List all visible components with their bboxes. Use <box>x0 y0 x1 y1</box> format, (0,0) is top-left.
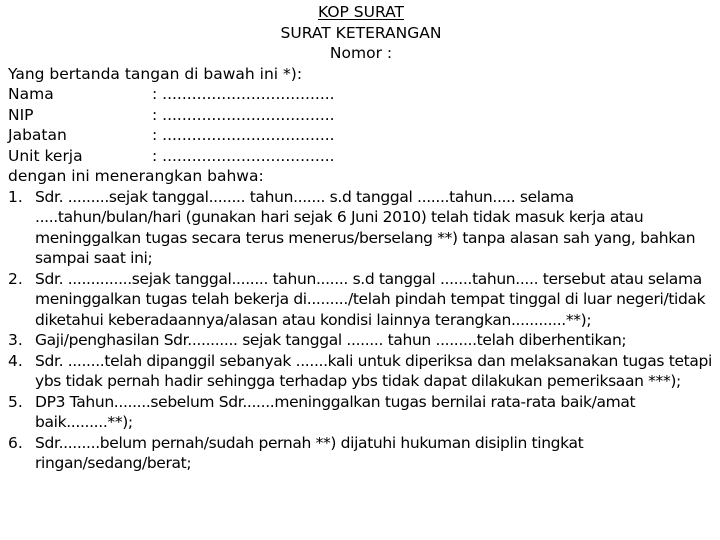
field-jabatan <box>8 125 714 146</box>
field-label: NIP <box>8 105 34 124</box>
list-item <box>8 351 714 392</box>
list-item-number: 5. <box>8 392 23 411</box>
list-item-text: Sdr.........belum pernah/sudah pernah **) dijatuhi hukuman disiplin tingkat ringan/sedang/berat; <box>35 433 584 472</box>
list-item <box>8 269 714 331</box>
list-item <box>8 330 714 351</box>
kop-surat-heading: KOP SURAT <box>318 3 404 21</box>
list-item-text: Sdr. .........sejak tanggal........ tahun....... s.d tanggal .......tahun..... selama .....tahun/bulan/hari (gunakan hari sejak 6 Juni 2010) telah tidak masuk kerja atau meninggalkan tugas secara terus menerus/berselang **) tanpa alasan sah yang, bahkan sampai saat ini; <box>35 187 696 267</box>
list-item-number: 1. <box>8 187 23 206</box>
list-item <box>8 433 714 474</box>
list-item-number: 3. <box>8 331 23 349</box>
list-item-text: Sdr. ........telah dipanggil sebanyak .......kali untuk diperiksa dan melaksanakan tugas tetapi ybs tidak pernah hadir sehingga terhadap ybs tidak dapat dilakukan pemeriksaan ***); <box>35 351 712 390</box>
letter-title: SURAT KETERANGAN <box>280 23 442 42</box>
list-item-text: Gaji/penghasilan Sdr........... sejak tanggal ........ tahun .........telah diberhentikan; <box>35 331 627 349</box>
list-item <box>8 187 714 269</box>
field-unit-kerja <box>8 146 714 167</box>
list-item-text: Sdr. ..............sejak tanggal........ tahun....... s.d tanggal .......tahun..... tersebut atau selama meninggalkan tugas telah bekerja di........./telah pindah tempat tinggal di luar negeri/tidak diketahui keberadaannya/alasan atau kondisi lainnya terangkan............**); <box>35 269 706 329</box>
field-value: : ................................... <box>152 146 335 165</box>
list-item-text: DP3 Tahun........sebelum Sdr.......meninggalkan tugas bernilai rata-rata baik/amat baik.........**); <box>35 392 636 431</box>
field-label: Nama <box>8 85 54 103</box>
field-value: : ................................... <box>152 126 335 144</box>
field-nama <box>8 84 714 105</box>
list-item-number: 2. <box>8 269 23 288</box>
field-label: Unit kerja <box>8 146 83 165</box>
letter-number: Nomor : <box>329 44 393 62</box>
field-nip <box>8 105 714 126</box>
list-item <box>8 392 714 433</box>
statement-text: dengan ini menerangkan bahwa: <box>8 167 264 185</box>
letter-document <box>8 2 714 474</box>
statement-list <box>8 187 714 474</box>
field-label: Jabatan <box>8 126 67 144</box>
field-value: : ................................... <box>152 85 335 103</box>
intro-text: Yang bertanda tangan di bawah ini *): <box>8 64 303 83</box>
list-item-number: 4. <box>8 351 23 370</box>
field-value: : ................................... <box>152 105 335 124</box>
list-item-number: 6. <box>8 433 23 452</box>
